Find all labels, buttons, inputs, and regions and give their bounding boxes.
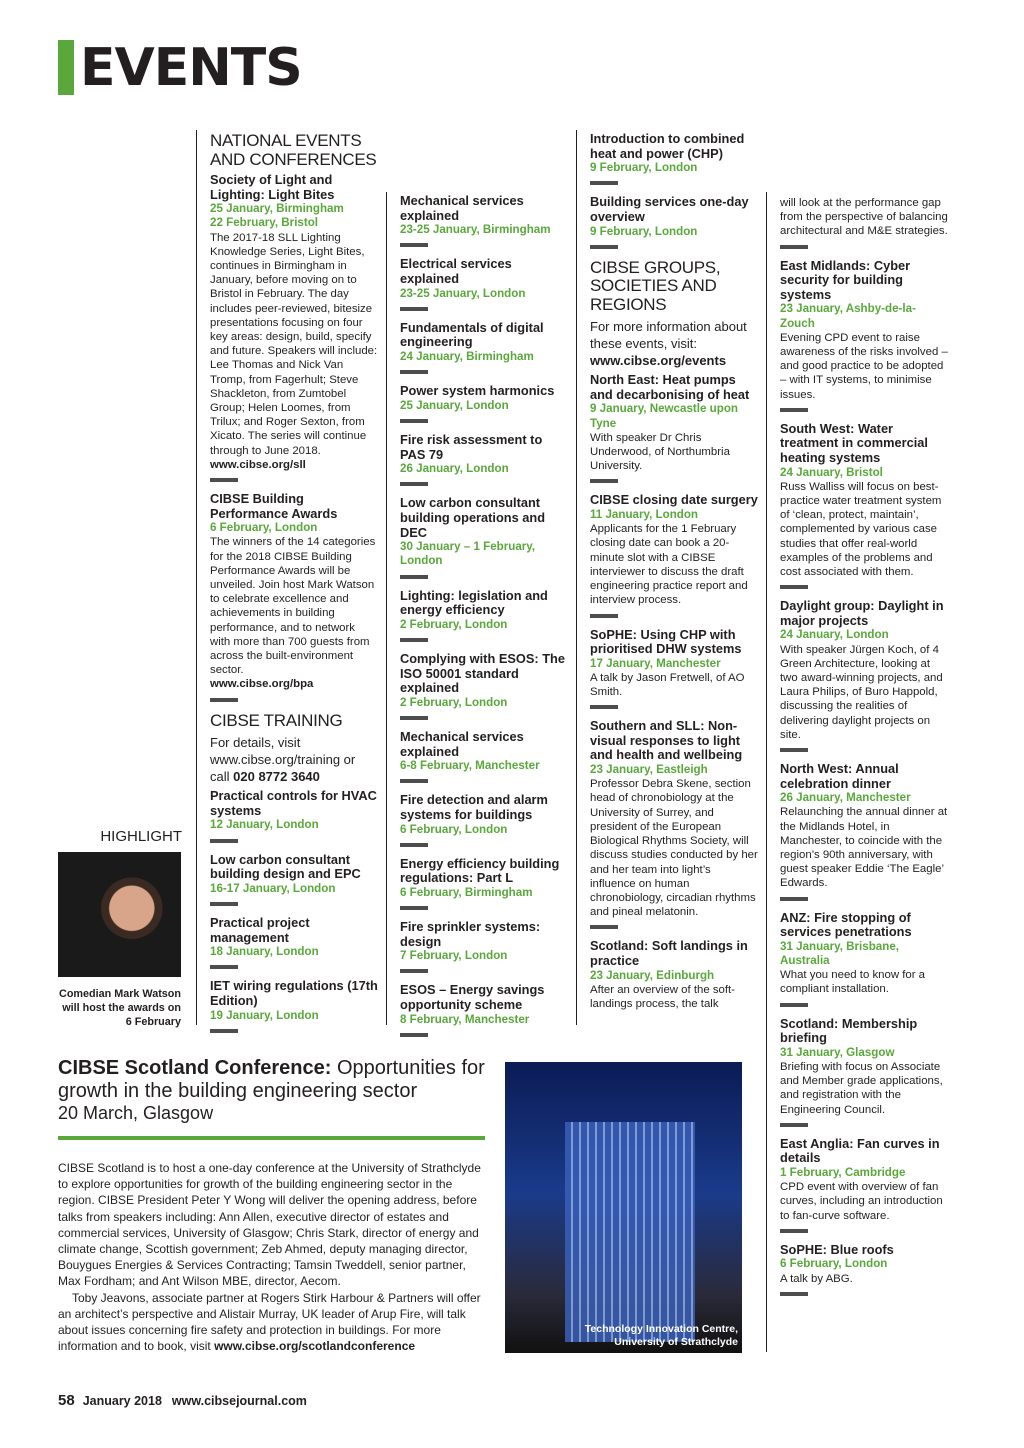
- event-description: Professor Debra Skene, section head of chronobiology at the University of Surrey, and president of the European Biological Rhythms Society, will discuss studies conducted by her and her team into light’s influence on human chronobiology, circadian rhythms and pineal melatonin.: [590, 778, 758, 919]
- photo-caption-line: University of Strathclyde: [614, 1336, 738, 1348]
- event-date: 18 January, London: [210, 945, 319, 959]
- conference-rule: [58, 1136, 485, 1140]
- event-description: Relaunching the annual dinner at the Midlands Hotel, in Manchester, to coincide with the region’s 90th anniversary, with guest speaker Eddie ‘The Eagle’ Edwards.: [780, 806, 948, 890]
- page-footer: [58, 1392, 317, 1409]
- event-description: Applicants for the 1 February closing date can book a 20-minute slot with a CIBSE interviewer to discuss the draft engineering practice report and interview process.: [590, 523, 748, 607]
- section-intro-text: For details, visit www.cibse.org/training or call: [210, 735, 356, 785]
- conference-body: [58, 1160, 488, 1354]
- column-divider: [766, 192, 767, 1352]
- event-divider: [780, 1292, 808, 1296]
- event-date: 1 February, Cambridge: [780, 1166, 906, 1180]
- event-divider: [780, 1003, 808, 1007]
- event-description: Briefing with focus on Associate and Member grade applications, and registration with the Engineering Council.: [780, 1061, 943, 1116]
- event-title: Fire detection and alarm systems for buildings: [400, 792, 548, 822]
- event-date: 9 January, Newcastle upon Tyne: [590, 402, 738, 430]
- section-intro-link[interactable]: 020 8772 3640: [233, 769, 320, 785]
- event-description: CPD event with overview of fan curves, including an introduction to fan-curve software.: [780, 1181, 943, 1222]
- event-item: [400, 589, 568, 642]
- column-divider: [386, 192, 387, 1025]
- event-title: East Midlands: Cyber security for building systems: [780, 257, 911, 302]
- event-date: 12 January, London: [210, 818, 319, 832]
- event-title: IET wiring regulations (17th Edition): [210, 978, 378, 1008]
- event-description: With speaker Jürgen Koch, of 4 Green Architecture, looking at two award-winning projects, and Laura Philips, of Buro Happold, discussing the realities of delivering daylight projects on site.: [780, 643, 943, 741]
- event-date: 24 January, Birmingham: [400, 349, 534, 363]
- event-divider: [400, 716, 428, 720]
- event-title: Mechanical services explained: [400, 728, 524, 759]
- event-item: [400, 652, 568, 720]
- event-date: 23 January, Edinburgh: [590, 968, 715, 982]
- column-training-events: [400, 194, 568, 1047]
- event-date: 19 January, London: [210, 1008, 319, 1022]
- event-divider: [590, 181, 618, 185]
- event-date: 26 January, Manchester: [780, 791, 911, 805]
- highlight-label: HIGHLIGHT: [100, 828, 182, 845]
- event-divider: [400, 638, 428, 642]
- event-date: 26 January, London: [400, 462, 509, 476]
- event-divider: [780, 897, 808, 901]
- event-divider: [400, 575, 428, 579]
- event-divider: [400, 419, 428, 423]
- event-title: CIBSE closing date surgery: [590, 492, 758, 508]
- event-date: 31 January, Glasgow: [780, 1045, 895, 1059]
- event-title: Mechanical services explained: [400, 193, 524, 223]
- column-national-events: [210, 132, 378, 1043]
- event-description: What you need to know for a compliant installation.: [780, 969, 925, 996]
- event-date: 6 February, Birmingham: [400, 885, 533, 899]
- event-link[interactable]: www.cibse.org/sll: [210, 458, 306, 471]
- event-title: ESOS – Energy savings opportunity scheme: [400, 982, 545, 1013]
- conference-date: 20 March, Glasgow: [58, 1103, 214, 1123]
- highlight-caption: Comedian Mark Watson will host the awards on 6 February: [59, 988, 181, 1028]
- event-description: will look at the performance gap from the perspective of balancing architectural and M&E strategies.: [780, 197, 948, 238]
- event-item: [590, 493, 758, 617]
- section-heading: NATIONAL EVENTS AND CONFERENCES: [210, 131, 377, 169]
- event-item: [780, 196, 948, 249]
- event-item: [400, 857, 568, 910]
- conference-link[interactable]: www.cibse.org/scotlandconference: [214, 1339, 416, 1354]
- event-divider: [400, 906, 428, 910]
- event-date: 23 January, Ashby-de-la-Zouch: [780, 302, 916, 330]
- event-item: [400, 321, 568, 374]
- event-item: [780, 762, 948, 901]
- photo-caption-line: Technology Innovation Centre,: [584, 1323, 738, 1335]
- event-title: Practical controls for HVAC systems: [210, 788, 377, 818]
- event-date: 23-25 January, Birmingham: [400, 223, 551, 237]
- event-item: [590, 628, 758, 710]
- event-item: [780, 259, 948, 412]
- event-divider: [400, 243, 428, 247]
- event-item: [590, 195, 758, 248]
- event-item: [400, 433, 568, 486]
- event-item: [400, 257, 568, 310]
- event-title: ANZ: Fire stopping of services penetrations: [780, 909, 912, 940]
- conference-title: [58, 1057, 498, 1103]
- event-title: Lighting: legislation and energy efficiency: [400, 587, 548, 618]
- event-title: CIBSE Building Performance Awards: [210, 491, 338, 521]
- event-description: Evening CPD event to raise awareness of the risks involved – and good practice to be adopted – with IT systems, to minimise issues.: [780, 331, 948, 401]
- event-item: [210, 979, 378, 1032]
- event-date: 25 January, Birmingham: [210, 202, 344, 216]
- event-divider: [590, 705, 618, 709]
- event-date: 6 February, London: [780, 1257, 888, 1271]
- event-date: 9 February, London: [590, 224, 698, 238]
- event-description: After an overview of the soft-landings process, the talk: [590, 983, 735, 1010]
- event-title: Society of Light and Lighting: Light Bites: [210, 172, 335, 202]
- event-divider: [210, 839, 238, 843]
- event-title: Complying with ESOS: The ISO 50001 standard explained: [400, 650, 565, 696]
- section-intro-text: For more information about these events, visit:: [590, 319, 747, 352]
- event-title: Introduction to combined heat and power (CHP): [590, 131, 745, 161]
- event-title: Practical project management: [210, 914, 310, 945]
- event-divider: [210, 698, 238, 702]
- event-item: [400, 384, 568, 423]
- column-divider: [196, 130, 197, 1025]
- event-title: Southern and SLL: Non-visual responses to light and health and wellbeing: [590, 718, 743, 763]
- event-date: 23 January, Eastleigh: [590, 763, 708, 777]
- event-item: [210, 916, 378, 969]
- event-divider: [590, 925, 618, 929]
- event-date: 2 February, London: [400, 695, 508, 709]
- event-date: 16-17 January, London: [210, 881, 336, 895]
- event-date: 8 February, Manchester: [400, 1012, 530, 1026]
- event-divider: [780, 1229, 808, 1233]
- event-divider: [400, 1033, 428, 1037]
- event-date: 2 February, London: [400, 617, 508, 631]
- event-title: Fire sprinkler systems: design: [400, 919, 541, 949]
- event-divider: [210, 478, 238, 482]
- event-divider: [400, 370, 428, 374]
- section-intro: [210, 734, 378, 785]
- event-divider: [400, 307, 428, 311]
- event-title: SoPHE: Using CHP with prioritised DHW systems: [590, 626, 742, 657]
- event-item: [780, 599, 948, 752]
- event-date: 22 February, Bristol: [210, 216, 319, 230]
- event-date: 24 January, London: [780, 628, 889, 642]
- event-title: Fundamentals of digital engineering: [400, 319, 544, 350]
- event-divider: [210, 1029, 238, 1033]
- event-divider: [400, 779, 428, 783]
- conference-title-bold: CIBSE Scotland Conference:: [58, 1057, 332, 1079]
- section-intro-link[interactable]: www.cibse.org/events: [590, 353, 727, 369]
- event-date: 17 January, Manchester: [590, 656, 721, 670]
- event-item: [400, 496, 568, 578]
- event-description: A talk by ABG.: [780, 1272, 853, 1285]
- event-item: [400, 793, 568, 846]
- event-item: [590, 373, 758, 483]
- highlight-photo: [58, 852, 181, 977]
- building-image: [565, 1122, 695, 1342]
- event-title: Low carbon consultant building operations and DEC: [400, 495, 546, 540]
- event-divider: [210, 965, 238, 969]
- event-description: Russ Walliss will focus on best-practice water treatment system of ‘clean, protect, maintain’, complemented by various case studies that offer real-world examples of the problems and cost associated with them.: [780, 480, 942, 579]
- event-divider: [400, 843, 428, 847]
- event-item: [400, 194, 568, 247]
- event-item: [780, 911, 948, 1007]
- event-item: [400, 920, 568, 973]
- event-item: [780, 1137, 948, 1233]
- event-divider: [780, 585, 808, 589]
- event-divider: [400, 969, 428, 973]
- event-date: 6 February, London: [400, 822, 508, 836]
- event-divider: [780, 245, 808, 249]
- conference-paragraph: [58, 1290, 488, 1355]
- event-item: [210, 492, 378, 702]
- column-divider: [576, 130, 577, 1025]
- event-divider: [780, 748, 808, 752]
- conference-title-rest: Opportunities for growth in the building engineering sector: [58, 1057, 485, 1102]
- event-divider: [400, 482, 428, 486]
- photo-caption: [585, 1323, 738, 1349]
- header-accent-bar: [58, 40, 74, 95]
- event-title: East Anglia: Fan curves in details: [780, 1135, 940, 1166]
- event-item: [780, 1243, 948, 1296]
- event-date: 11 January, London: [590, 508, 699, 522]
- event-description: The 2017-18 SLL Lighting Knowledge Series, Light Bites, continues in Birmingham in January, before moving on to Bristol in February. The day includes peer-reviewed, bitesize presentations focusing on four key areas: design, build, specify and future. Speakers will include: Lee Thomas and Nick Van Tromp, from Fagerhult; Steve Shackleton, from Zumtobel Group; Helen Loomes, from Trilux; and Roger Sexton, from Xicato. The series will continue through to June 2018.: [210, 231, 378, 457]
- event-title: SoPHE: Blue roofs: [780, 1241, 894, 1257]
- event-date: 7 February, London: [400, 949, 508, 963]
- event-title: Electrical services explained: [400, 256, 512, 286]
- issue-date: January 2018: [82, 1394, 162, 1408]
- conference-paragraph: CIBSE Scotland is to host a one-day conference at the University of Strathclyde to explore opportunities for growth of the building engineering sector in the region. CIBSE President Peter Y Wong will deliver the opening address, before talks from speakers including: Ann Allen, executive director of estates and commercial services, University of Glasgow; Chris Stark, director of energy and climate change, Scottish government; Zeb Ahmed, deputy managing director, Bouygues Energies & Services Contracting; Tamsin Tweddell, senior partner, Max Fordham; and Ant Wilson MBE, director, Aecom.: [58, 1161, 481, 1289]
- event-date: 30 January – 1 February, London: [400, 540, 536, 568]
- event-divider: [590, 245, 618, 249]
- section-heading: CIBSE TRAINING: [210, 710, 343, 730]
- event-title: South West: Water treatment in commercial heating systems: [780, 420, 928, 465]
- event-divider: [210, 902, 238, 906]
- website[interactable]: www.cibsejournal.com: [171, 1394, 307, 1408]
- event-item: [210, 173, 378, 482]
- column-regional-events: [780, 196, 948, 1306]
- event-title: Low carbon consultant building design and EPC: [210, 851, 361, 882]
- event-date: 24 January, Bristol: [780, 465, 883, 479]
- event-title: Fire risk assessment to PAS 79: [400, 431, 543, 462]
- event-title: North West: Annual celebration dinner: [780, 761, 899, 791]
- section-heading: CIBSE GROUPS, SOCIETIES AND REGIONS: [590, 257, 721, 314]
- event-item: [400, 983, 568, 1036]
- event-divider: [780, 1123, 808, 1127]
- event-date: 23-25 January, London: [400, 286, 526, 300]
- event-divider: [590, 479, 618, 483]
- event-item: [590, 719, 758, 929]
- page-number: 58: [58, 1392, 75, 1409]
- event-title: Scotland: Soft landings in practice: [590, 938, 748, 968]
- event-link[interactable]: www.cibse.org/bpa: [210, 678, 314, 691]
- conference-paragraph-text: Toby Jeavons, associate partner at Rogers Stirk Harbour & Partners will offer an architect’s perspective and Alistair Murray, UK leader of Arup Fire, will talk about issues concerning fire safety and protection in buildings. For more information and to book, visit: [58, 1290, 481, 1354]
- event-item: [210, 853, 378, 906]
- event-date: 25 January, London: [400, 398, 509, 412]
- event-item: [780, 422, 948, 589]
- event-item: [780, 1017, 948, 1127]
- event-date: 6-8 February, Manchester: [400, 759, 540, 773]
- column-groups-events: [590, 132, 758, 1021]
- event-date: 9 February, London: [590, 161, 698, 175]
- event-description: With speaker Dr Chris Underwood, of Northumbria University.: [590, 431, 730, 473]
- event-item: [590, 132, 758, 185]
- event-item: [400, 730, 568, 783]
- event-date: 6 February, London: [210, 521, 318, 535]
- event-title: Power system harmonics: [400, 383, 555, 399]
- event-item: [590, 939, 758, 1011]
- event-divider: [590, 614, 618, 618]
- event-title: North East: Heat pumps and decarbonising of heat: [590, 372, 750, 402]
- event-item: [210, 789, 378, 842]
- page-title: EVENTS: [80, 38, 302, 98]
- event-title: Building services one-day overview: [590, 194, 749, 224]
- event-description: The winners of the 14 categories for the 2018 CIBSE Building Performance Awards will be unveiled. Join host Mark Watson to celebrate excellence and achievements in building performance, and to network with more than 700 guests from across the built-environment sector.: [210, 536, 376, 677]
- event-title: Scotland: Membership briefing: [780, 1015, 918, 1046]
- event-divider: [780, 408, 808, 412]
- conference-venue-photo: [505, 1062, 742, 1353]
- event-date: 31 January, Brisbane, Australia: [780, 939, 899, 968]
- section-intro: [590, 318, 758, 369]
- event-title: Daylight group: Daylight in major projects: [780, 598, 944, 628]
- event-description: A talk by Jason Fretwell, of AO Smith.: [590, 671, 745, 699]
- event-title: Energy efficiency building regulations: Part L: [400, 855, 560, 886]
